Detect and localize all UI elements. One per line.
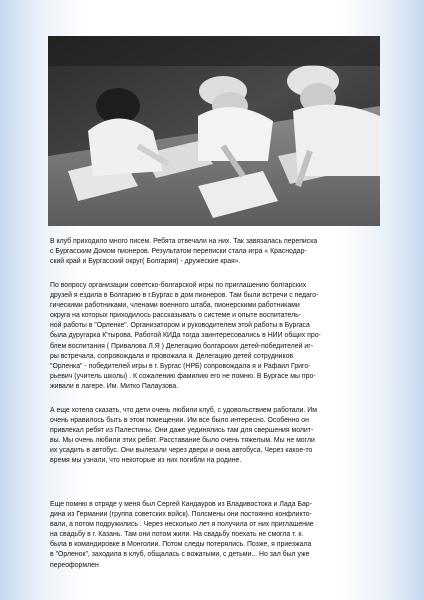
paragraph-club-children [50, 406, 386, 467]
text-line: на свадьбу в г. Казань. Там они потом жили. На свадьбу поехать не смогла т. к. [50, 531, 304, 539]
text-line: ной работы в "Орленке". Организатором и руководителем этой работы в Бургаса [50, 322, 310, 330]
text-line: была дуругарка К'тырова. Работой КИДа тогда заинтересовались в НИИ общих про- [50, 332, 321, 340]
text-line: привлекал ребят из Палестины. Они даже уединялись там для свершения молит- [50, 427, 314, 435]
text-line: ский край и Бургасский округ( Болгария) - дружеские края». [50, 258, 241, 266]
text-line: А еще хотела сказать, что дети очень любили клуб, с удовольствием работали. Им [50, 407, 317, 414]
text-line: дина из Германии (группа советских войск). Полсмены они постоянно конфликто- [50, 511, 312, 519]
text-line: с Бургасским Домом пионеров. Результатом переписки стала игра « Краснодар- [50, 248, 307, 256]
text-line: "Орленка" - победителей игры в г. Бургас (НРБ) сопровождала я и Рафаил Григо- [50, 362, 311, 370]
children-writing-letters-image [48, 36, 380, 226]
text-line: вы. Мы очень любили этих ребят. Расставание было очень тяжелым. Мы не могли [50, 437, 315, 445]
text-line: блем воспитания ( Привалова Л.Я ) Делегацию болгарских детей-победителей иг- [50, 342, 314, 350]
text-line: гическими работниками, членами военного штаба, пионерскими работниками [50, 302, 300, 310]
archive-photo [48, 36, 380, 226]
paragraph-squad-memories [50, 500, 386, 571]
paragraph-bulgaria-trip [50, 281, 386, 392]
text-line: очень нравилось быть в этом помещении. Им все было интересно. Особенно он [50, 417, 309, 425]
text-line: их усадить в автобус. Они вылезали через двери и окна автобуса. Через какое-то [50, 447, 313, 455]
text-line: переоформлен [50, 561, 99, 569]
text-line: По вопросу организации советско-болгарской игры по приглашению болгарских [50, 282, 307, 289]
text-line: вали, а потом подружились . Через несколько лет я получила от них приглашение [50, 521, 314, 529]
text-line: живали в лагере. Им. Митко Палаузова. [50, 382, 179, 390]
text-line: ры встречала, сопровождала и провожала я. Делегацию детей сотрудников [50, 352, 294, 360]
text-line: время мы узнали, что некоторые из них погибли на родине. [50, 457, 242, 465]
text-line: В клуб приходило много писем. Ребята отвечали на них. Так завязалась переписка [50, 238, 318, 245]
text-line: Еще помню в отряде у меня был Сергей Кандауров из Владивостока и Лада Бар- [50, 501, 312, 508]
paragraph-letters [50, 237, 386, 267]
text-line: в "Орленок", заходила в клуб, общалась с вожатыми, с детьми... Но зал был уже [50, 551, 310, 559]
text-line: рьевич (учитель школы) . К сожалению фамилию его не помню. В Бургасе мы про- [50, 372, 316, 380]
text-line: была в командировке в Монголии. Потом следы потерялись. Позже, я приезжала [50, 541, 312, 549]
text-line: друзей я ездила в Болгарию в г.Бургас в дом пионеров. Там были встречи с педаго- [50, 292, 319, 300]
text-line: округа на которых приходилось рассказывать о системе и опыте воспитатель- [50, 312, 302, 320]
